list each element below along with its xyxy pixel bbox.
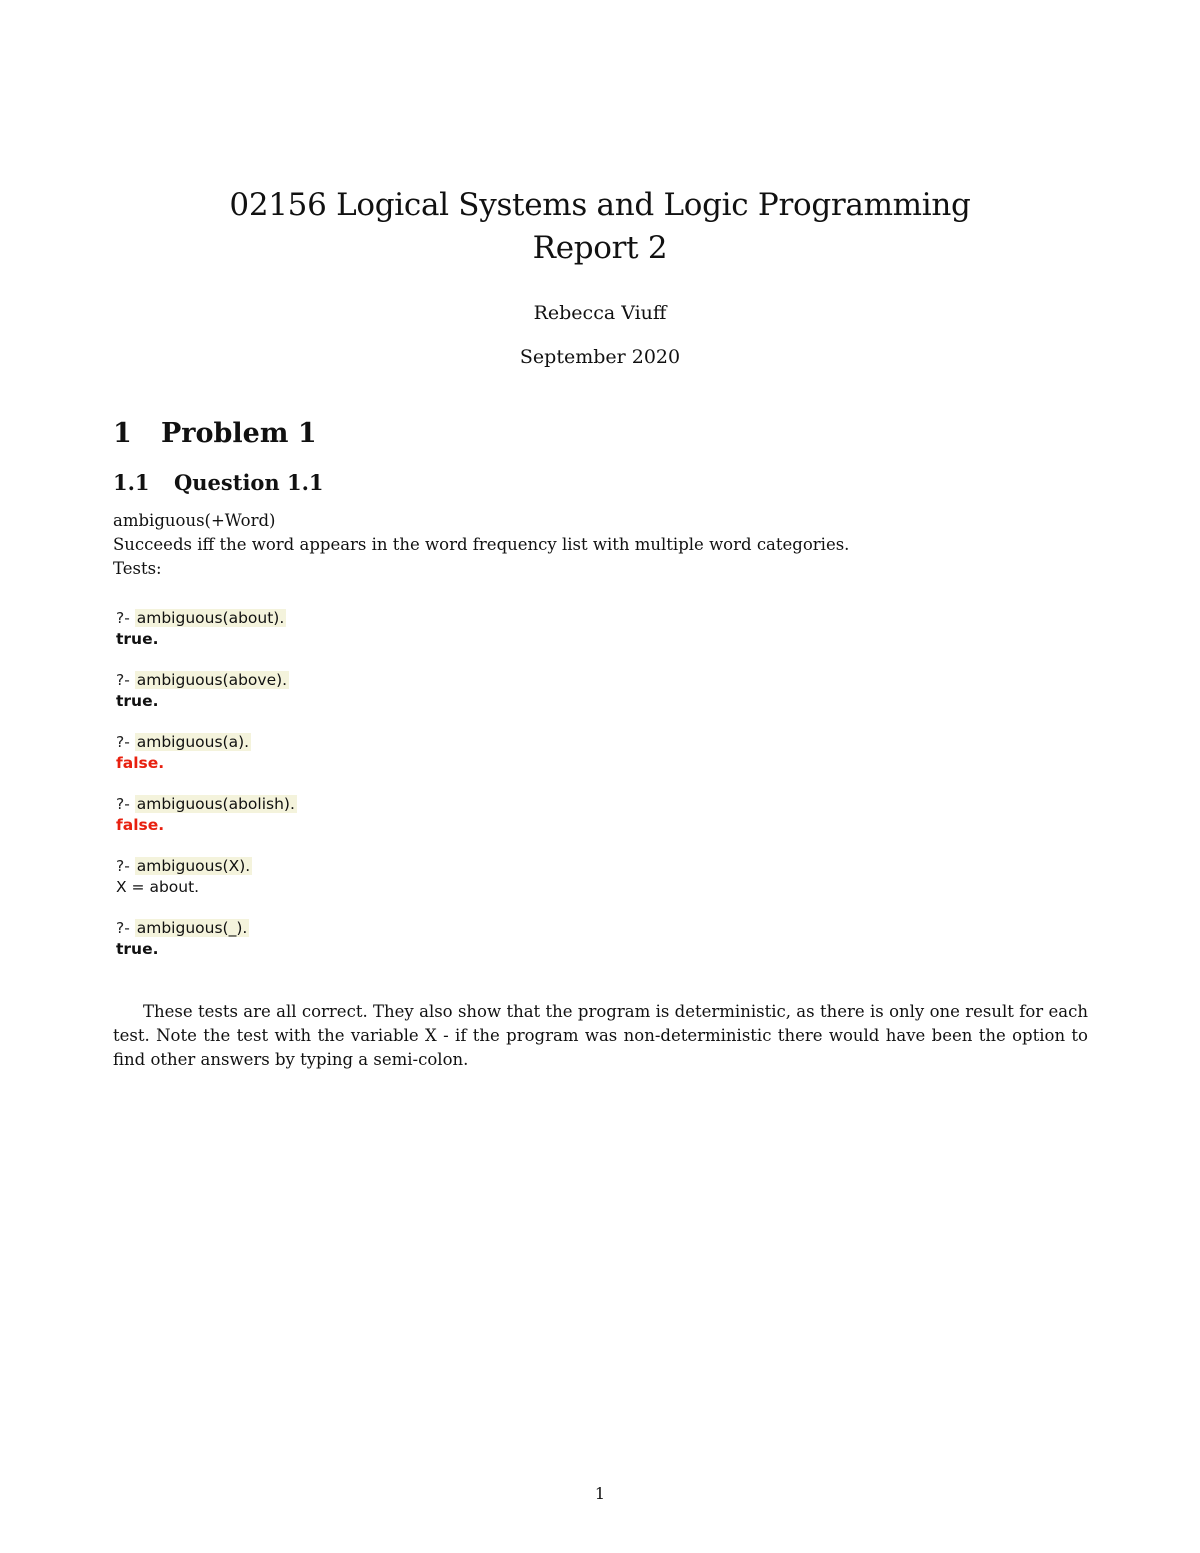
query-result: X = about. <box>116 878 200 896</box>
query-result: true. <box>116 940 159 958</box>
query-prompt: ?- <box>116 919 135 937</box>
test-list <box>116 608 297 980</box>
query-result: false. <box>116 754 165 772</box>
date: September 2020 <box>519 346 681 368</box>
section-title: Problem 1 <box>161 418 317 449</box>
test-item <box>116 608 297 670</box>
query-prompt: ?- <box>116 671 135 689</box>
document-subtitle: Report 2 <box>532 230 668 266</box>
test-item <box>116 794 297 856</box>
test-item <box>116 732 297 794</box>
query-result: false. <box>116 816 165 834</box>
document-title: 02156 Logical Systems and Logic Programming <box>229 187 971 223</box>
query-text: ambiguous(abolish). <box>136 795 295 813</box>
intro-text <box>113 509 1093 581</box>
predicate-signature: ambiguous(+Word) <box>113 511 276 530</box>
subsection-title: Question 1.1 <box>174 470 324 495</box>
query-prompt: ?- <box>116 857 135 875</box>
query-result: true. <box>116 692 159 710</box>
query-text: ambiguous(above). <box>136 671 288 689</box>
author: Rebecca Viuff <box>533 302 667 324</box>
query-prompt: ?- <box>116 795 135 813</box>
query-text: ambiguous(a). <box>136 733 250 751</box>
test-item <box>116 918 297 980</box>
query-prompt: ?- <box>116 609 135 627</box>
conclusion-paragraph: These tests are all correct. They also show that the program is deterministic, as there is only one result for each test. Note the test with the variable X - if the program was non-deterministic there would have been the option to find other answers by typing a semi-colon. <box>113 1002 1088 1069</box>
section-heading <box>113 418 317 449</box>
query-prompt: ?- <box>116 733 135 751</box>
query-result: true. <box>116 630 159 648</box>
query-text: ambiguous(about). <box>136 609 285 627</box>
test-item <box>116 856 297 918</box>
subsection-heading <box>113 470 324 495</box>
page-number: 1 <box>594 1484 606 1503</box>
query-text: ambiguous(X). <box>136 857 251 875</box>
title-block <box>0 184 1200 370</box>
tests-label: Tests: <box>113 559 162 578</box>
query-text: ambiguous(_). <box>136 919 248 937</box>
predicate-description: Succeeds iff the word appears in the word frequency list with multiple word categories. <box>113 535 850 554</box>
test-item <box>116 670 297 732</box>
subsection-number: 1.1 <box>113 470 150 495</box>
section-number: 1 <box>113 418 132 449</box>
